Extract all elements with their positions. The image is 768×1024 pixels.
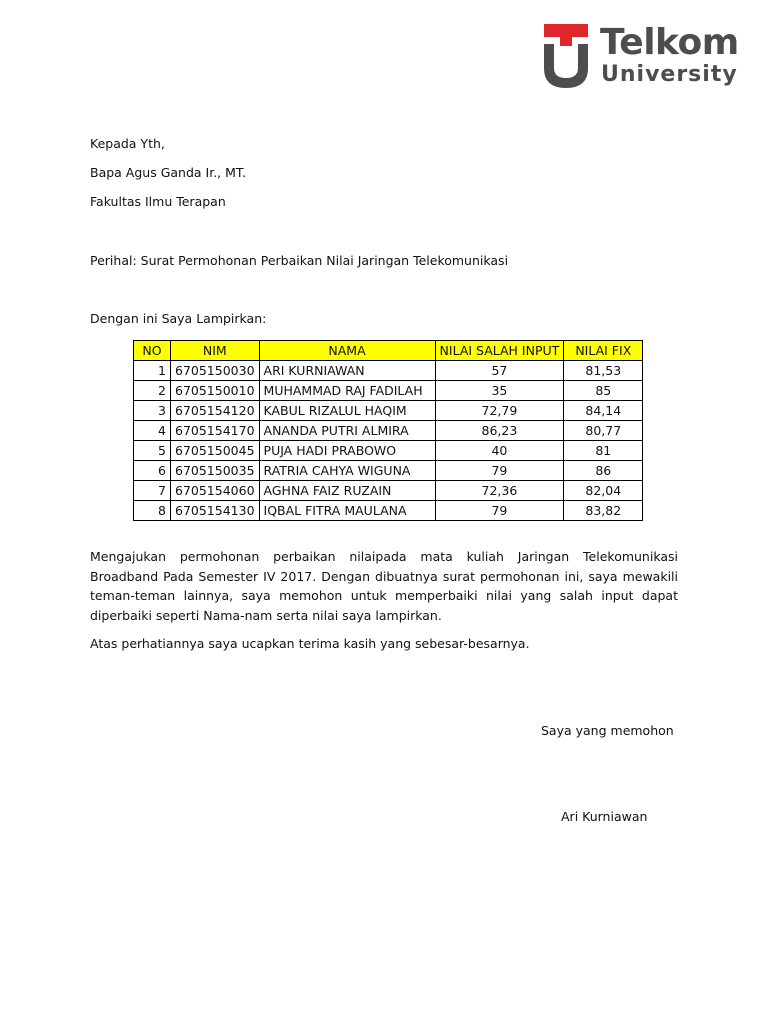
table-row [134,361,643,381]
cell-nim: 6705154120 [171,401,260,421]
cell-nilai-salah-input: 86,23 [435,421,564,441]
header-nilai-fix: NILAI FIX [564,341,643,361]
cell-nama: ARI KURNIAWAN [259,361,435,381]
cell-nilai-fix: 81,53 [564,361,643,381]
cell-nilai-fix: 83,82 [564,501,643,521]
subject-line: Perihal: Surat Permohonan Perbaikan Nilai Jaringan Telekomunikasi [90,253,509,268]
table-row [134,401,643,421]
cell-nim: 6705154170 [171,421,260,441]
table-row [134,501,643,521]
header-nama: NAMA [259,341,435,361]
table-row [134,421,643,441]
header-nim: NIM [171,341,260,361]
telkom-logo-icon [540,20,592,92]
addressee-line-2: Bapa Agus Ganda Ir., MT. [90,165,247,180]
cell-nim: 6705150035 [171,461,260,481]
cell-nim: 6705150030 [171,361,260,381]
cell-nama: PUJA HADI PRABOWO [259,441,435,461]
cell-nilai-fix: 85 [564,381,643,401]
cell-nama: RATRIA CAHYA WIGUNA [259,461,435,481]
attachment-intro: Dengan ini Saya Lampirkan: [90,311,267,326]
signature-name: Ari Kurniawan [561,809,648,824]
cell-nilai-fix: 86 [564,461,643,481]
cell-nilai-fix: 80,77 [564,421,643,441]
cell-no: 7 [134,481,171,501]
cell-no: 1 [134,361,171,381]
cell-nilai-salah-input: 79 [435,461,564,481]
cell-nilai-salah-input: 40 [435,441,564,461]
table-row [134,481,643,501]
cell-nim: 6705150045 [171,441,260,461]
cell-no: 6 [134,461,171,481]
grades-table [133,340,643,521]
table-row [134,441,643,461]
logo-wordmark-telkom: Telkom [600,22,739,63]
telkom-university-logo [540,20,740,92]
header-no: NO [134,341,171,361]
cell-nilai-salah-input: 57 [435,361,564,381]
signature-label: Saya yang memohon [541,723,674,738]
addressee-line-1: Kepada Yth, [90,136,165,151]
cell-no: 8 [134,501,171,521]
cell-no: 5 [134,441,171,461]
table-row [134,461,643,481]
closing-line: Atas perhatiannya saya ucapkan terima kasih yang sebesar-besarnya. [90,636,530,651]
cell-no: 4 [134,421,171,441]
cell-nilai-fix: 84,14 [564,401,643,421]
cell-nilai-salah-input: 79 [435,501,564,521]
cell-no: 2 [134,381,171,401]
cell-nama: MUHAMMAD RAJ FADILAH [259,381,435,401]
cell-nilai-fix: 81 [564,441,643,461]
cell-nim: 6705150010 [171,381,260,401]
logo-wordmark-university: University [601,62,738,87]
header-nilai-salah-input: NILAI SALAH INPUT [435,341,564,361]
cell-nama: IQBAL FITRA MAULANA [259,501,435,521]
cell-nilai-salah-input: 72,36 [435,481,564,501]
cell-nama: ANANDA PUTRI ALMIRA [259,421,435,441]
cell-no: 3 [134,401,171,421]
table-header-row [134,341,643,361]
addressee-line-3: Fakultas Ilmu Terapan [90,194,226,209]
table-row [134,381,643,401]
body-paragraph: Mengajukan permohonan perbaikan nilaipada mata kuliah Jaringan Telekomunikasi Broadband Pada Semester IV 2017. Dengan dibuatnya surat permohonan ini, saya mewakili teman-teman lainnya, saya memohon untuk memperbaiki nilai yang salah input dapat diperbaiki seperti Nama-nam serta nilai saya lampirkan. [90,549,678,623]
cell-nama: KABUL RIZALUL HAQIM [259,401,435,421]
cell-nilai-salah-input: 35 [435,381,564,401]
cell-nilai-fix: 82,04 [564,481,643,501]
cell-nama: AGHNA FAIZ RUZAIN [259,481,435,501]
cell-nim: 6705154060 [171,481,260,501]
cell-nim: 6705154130 [171,501,260,521]
cell-nilai-salah-input: 72,79 [435,401,564,421]
